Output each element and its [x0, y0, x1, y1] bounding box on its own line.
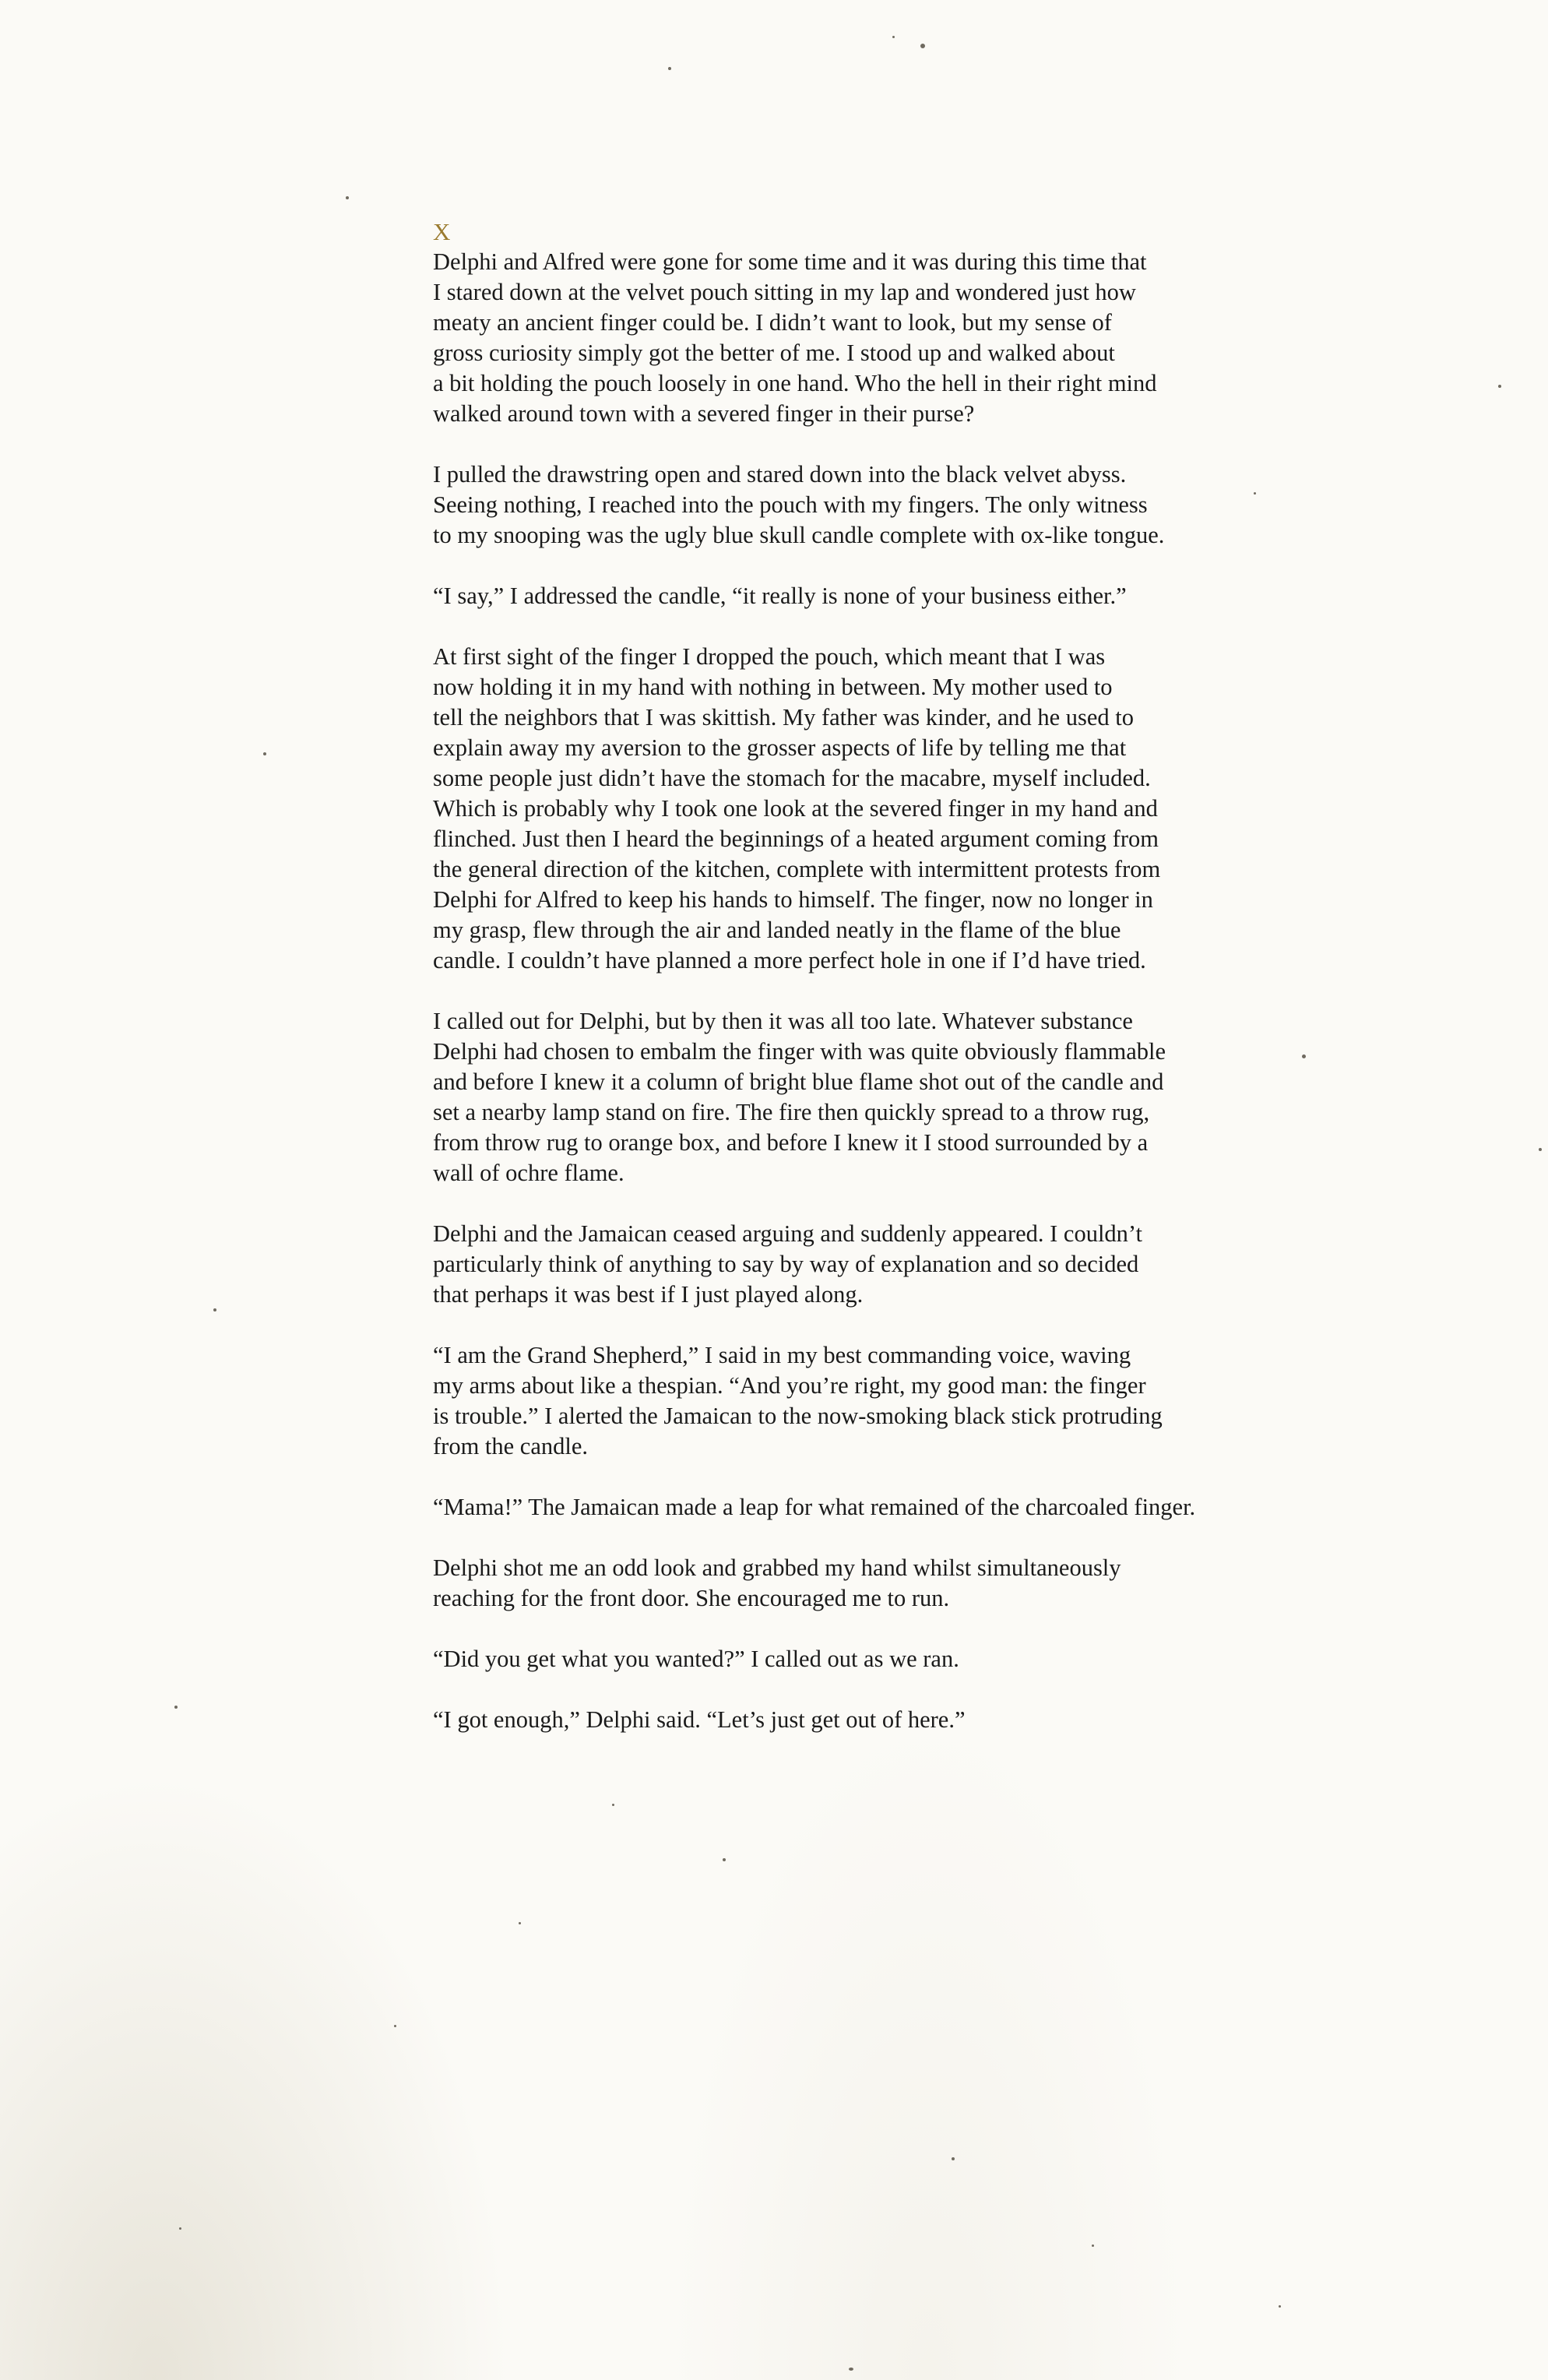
paper-speck — [1092, 2244, 1094, 2247]
paragraph-9: Delphi shot me an odd look and grabbed my hand whilst simultaneously reaching for the front door. She encouraged me to run. — [433, 1554, 1121, 1611]
paper-speck — [1539, 1148, 1542, 1151]
paragraph-3: “I say,” I addressed the candle, “it really is none of your business either.” — [433, 583, 1127, 609]
paper-speck — [920, 44, 925, 48]
paper-speck — [519, 1922, 521, 1924]
paper-speck — [952, 2157, 955, 2160]
paragraph-1: Delphi and Alfred were gone for some time and it was during this time that I stared down at the velvet pouch sitting in my lap and wondered just how meaty an ancient finger could be. I didn’t want to look, but my sense of gross curiosity simply got the better of me. I stood up and walked about a bit holding the pouch loosely in one hand. Who the hell in their right mind walked around town with a severed finger in their purse? — [433, 248, 1157, 427]
paragraph-8: “Mama!” The Jamaican made a leap for what remained of the charcoaled finger. — [433, 1494, 1196, 1520]
chapter-mark: X — [433, 218, 451, 245]
paragraph-10: “Did you get what you wanted?” I called out as we ran. — [433, 1646, 959, 1672]
paper-speck — [1279, 2305, 1281, 2308]
paragraph-7: “I am the Grand Shepherd,” I said in my best commanding voice, waving my arms about like a thespian. “And you’re right, my good man: the finger is trouble.” I alerted the Jamaican to the now-smoking black stick protruding from the candle. — [433, 1342, 1163, 1459]
paper-speck — [1302, 1054, 1306, 1058]
paper-speck — [1254, 492, 1256, 495]
paragraph-11: “I got enough,” Delphi said. “Let’s just get out of here.” — [433, 1706, 966, 1733]
paper-speck — [892, 36, 895, 38]
paragraph-6: Delphi and the Jamaican ceased arguing and suddenly appeared. I couldn’t particularly think of anything to say by way of explanation and so decided that perhaps it was best if I just played along. — [433, 1220, 1143, 1308]
paper-speck — [668, 67, 671, 70]
paper-speck — [394, 2025, 396, 2027]
story-text — [433, 217, 1227, 1766]
paper-speck — [174, 1706, 178, 1709]
paper-speck — [346, 196, 349, 199]
paper-speck — [213, 1308, 216, 1311]
paragraph-5: I called out for Delphi, but by then it was all too late. Whatever substance Delphi had chosen to embalm the finger with was quite obviously flammable and before I knew it a column of bright blue flame shot out of the candle and set a nearby lamp stand on fire. The fire then quickly spread to a throw rug, from throw rug to orange box, and before I knew it I stood surrounded by a wall of ochre flame. — [433, 1008, 1166, 1186]
paragraph-4: At first sight of the finger I dropped the pouch, which meant that I was now holding it in my hand with nothing in between. My mother used to tell the neighbors that I was skittish. My father was kinder, and he used to explain away my aversion to the grosser aspects of life by telling me that some people just didn’t have the stomach for the macabre, myself included. Which is probably why I took one look at the severed finger in my hand and flinched. Just then I heard the beginnings of a heated argument coming from the general direction of the kitchen, complete with intermittent protests from Delphi for Alfred to keep his hands to himself. The finger, now no longer in my grasp, flew through the air and landed neatly in the flame of the blue candle. I couldn’t have planned a more perfect hole in one if I’d have tried. — [433, 643, 1161, 973]
paper-speck — [849, 2368, 853, 2371]
paper-speck — [179, 2227, 181, 2230]
paragraph-2: I pulled the drawstring open and stared down into the black velvet abyss. Seeing nothing, I reached into the pouch with my fingers. The only witness to my snooping was the ugly blue skull candle complete with ox-like tongue. — [433, 461, 1165, 548]
paper-speck — [612, 1804, 614, 1806]
paper-speck — [263, 752, 266, 755]
paper-speck — [1498, 385, 1501, 388]
paper-speck — [723, 1858, 726, 1861]
